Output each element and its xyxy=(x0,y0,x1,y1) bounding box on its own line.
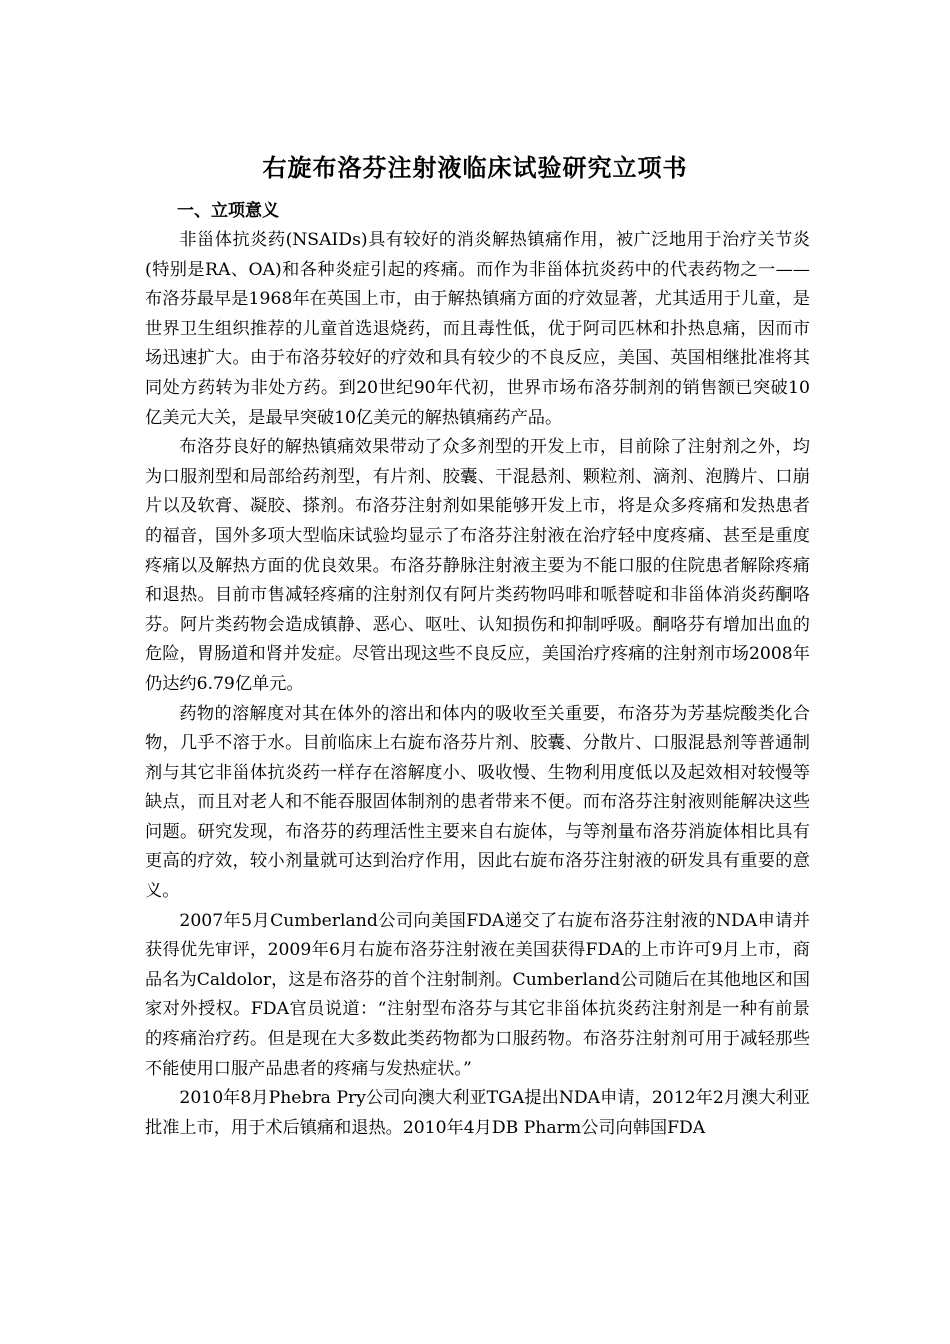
paragraph-significance: 非甾体抗炎药(NSAIDs)具有较好的消炎解热镇痛作用，被广泛地用于治疗关节炎(特别是RA、OA)和各种炎症引起的疼痛。而作为非甾体抗炎药中的代表药物之一——布洛芬最早是1968年在英国上市，由于解热镇痛方面的疗效显著，尤其适用于儿童，是世界卫生组织推荐的儿童首选退烧药，而且毒性低，优于阿司匹林和扑热息痛，因而市场迅速扩大。由于布洛芬较好的疗效和具有较少的不良反应，美国、英国相继批准将其同处方药转为非处方药。到20世纪90年代初，世界市场布洛芬制剂的销售额已突破10亿美元大关，是最早突破10亿美元的解热镇痛药产品。 xyxy=(145,230,810,428)
paragraph-dosage-forms: 布洛芬良好的解热镇痛效果带动了众多剂型的开发上市，目前除了注射剂之外，均为口服剂型和局部给药剂型，有片剂、胶囊、干混悬剂、颗粒剂、滴剂、泡腾片、口崩片以及软膏、凝胶、搽剂。布洛芬注射剂如果能够开发上市，将是众多疼痛和发热患者的福音，国外多项大型临床试验均显示了布洛芬注射液在治疗轻中度疼痛、甚至是重度疼痛以及解热方面的优良效果。布洛芬静脉注射液主要为不能口服的住院患者解除疼痛和退热。目前市售减轻疼痛的注射剂仅有阿片类药物吗啡和哌替啶和非甾体消炎药酮咯芬。阿片类药物会造成镇静、恶心、呕吐、认知损伤和抑制呼吸。酮咯芬有增加出血的危险，胃肠道和肾并发症。尽管出现这些不良反应，美国治疗疼痛的注射剂市场2008年仍达约6.79亿单元。 xyxy=(145,437,810,694)
section-heading: 一、立项意义 xyxy=(177,201,279,221)
document-body xyxy=(145,226,810,1143)
paragraph-solubility: 药物的溶解度对其在体外的溶出和体内的吸收至关重要，布洛芬为芳基烷酸类化合物，几乎不溶于水。目前临床上右旋布洛芬片剂、胶囊、分散片、口服混悬剂等普通制剂与其它非甾体抗炎药一样存在溶解度小、吸收慢、生物利用度低以及起效相对较慢等缺点，而且对老人和不能吞服固体制剂的患者带来不便。而布洛芬注射液则能解决这些问题。研究发现，布洛芬的药理活性主要来自右旋体，与等剂量布洛芬消旋体相比具有更高的疗效，较小剂量就可达到治疗作用，因此右旋布洛芬注射液的研发具有重要的意义。 xyxy=(145,703,810,902)
document-title: 右旋布洛芬注射液临床试验研究立项书 xyxy=(262,153,688,182)
paragraph-fda-approval: 2007年5月Cumberland公司向美国FDA递交了右旋布洛芬注射液的NDA申请并获得优先审评，2009年6月右旋布洛芬注射液在美国获得FDA的上市许可9月上市，商品名为Caldolor，这是布洛芬的首个注射制剂。Cumberland公司随后在其他地区和国家对外授权。FDA官员说道：“注射型布洛芬与其它非甾体抗炎药注射剂是一种有前景的疼痛治疗药。但是现在大多数此类药物都为口服药物。布洛芬注射剂可用于减轻那些不能使用口服产品患者的疼痛与发热症状。” xyxy=(145,910,810,1079)
paragraph-international-approvals: 2010年8月Phebra Pry公司向澳大利亚TGA提出NDA申请，2012年2月澳大利亚批准上市，用于术后镇痛和退热。2010年4月DB Pharm公司向韩国FDA xyxy=(145,1088,810,1138)
